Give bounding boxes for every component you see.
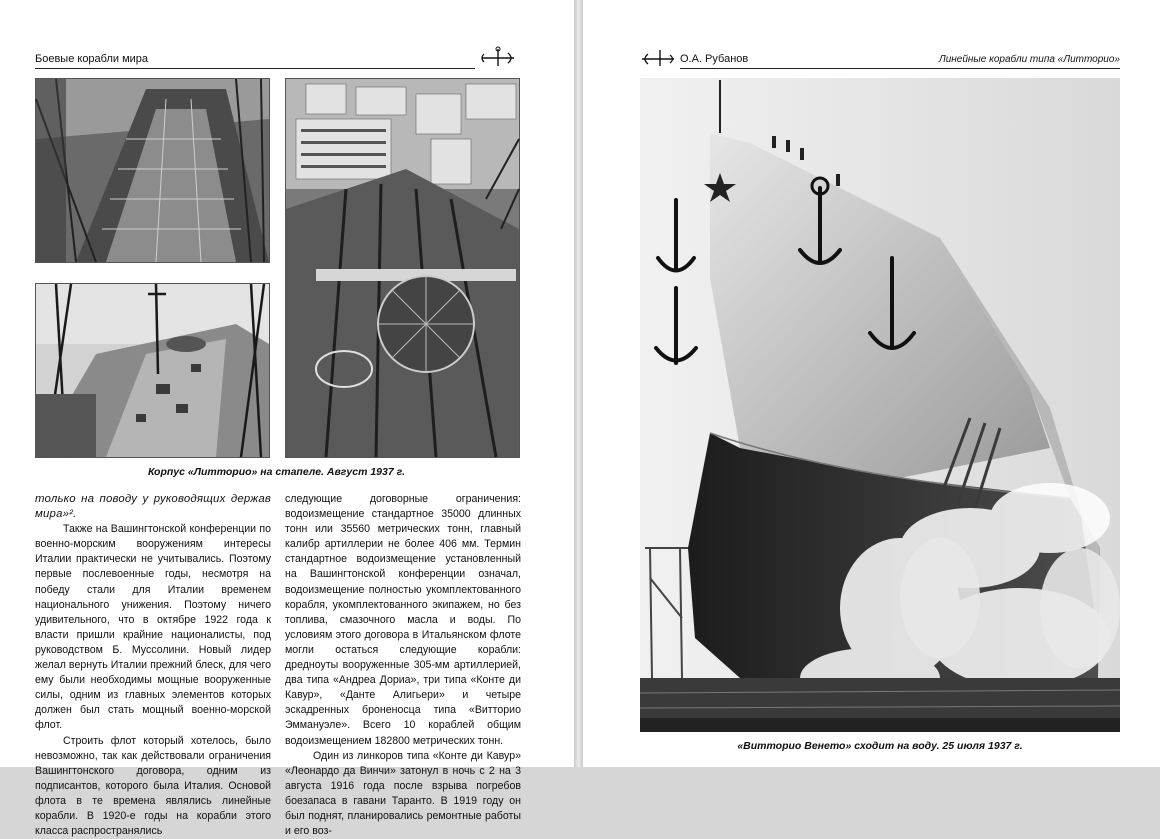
author-header: О.А. Рубанов <box>680 53 748 65</box>
anchor-logo-icon <box>478 46 518 68</box>
left-text-column-1 <box>35 492 271 839</box>
paragraph: следующие договорные ограничения: водоизмещение стандартное 35000 длинных тонн или 35560 метрических тонн, главный калибр артиллерии не более 406 мм. Термин стандартное водоизмещение установленный на Вашингтонской конференции означал, водоизмещение полностью укомплектованного корабля, укомплектованного экипажем, но без топлива, смазочного масла и воды. По условиям этого договора в Итальянском флоте могли остаться следующие корабли: дредноуты вооруженные 305-мм артиллерией, два типа «Андреа Дориа», три типа «Конте ди Кавур», «Данте Алигьери» и четыре эскадренных броненосца типа «Витторио Эммануэле». Всего 10 кораблей общим водоизмещением 182800 метрических тонн. <box>285 492 521 749</box>
book-gutter <box>574 0 583 767</box>
left-page <box>0 0 574 767</box>
paragraph: Один из линкоров типа «Конте ди Кавур» «Леонардо да Винчи» затонул в ночь с 2 на 3 августа 1916 года после взрыва погребов боезапаса в гавани Таранто. В 1919 году он был поднят, планировались ремонтные работы и его воз- <box>285 749 521 839</box>
left-text-column-2 <box>285 492 521 839</box>
right-header-rule <box>680 68 1120 69</box>
anchor-logo-icon <box>638 48 678 68</box>
photo-deck-cranes <box>35 283 270 458</box>
photo-hull-framing <box>35 78 270 263</box>
paragraph: Также на Вашингтонской конференции по военно-морским вооружениям интересы Италии практически не учитывались. Поэтому первые послевоенные годы, несмотря на победу стали для Италии временем национального унижения. Поэтому ничего удивительного, что в октябре 1922 года к власти пришли крайние националисты, под руководством Б. Муссолини. Новый лидер желал вернуть Италии прежний блеск, для чего ему были необходимы мощные вооруженные силы, одним из главных элементов которых должен был стать мощный военно-морской флот. <box>35 522 271 733</box>
right-running-header: Линейные корабли типа «Литторио» <box>939 54 1120 65</box>
left-running-header: Боевые корабли мира <box>35 53 148 65</box>
paragraph: только на поводу у руководящих держав мира»². <box>35 492 271 522</box>
photo-aerial-slipway <box>285 78 520 458</box>
left-photo-caption: Корпус «Литторио» на стапеле. Август 1937 г. <box>35 466 518 478</box>
paragraph: Строить флот который хотелось, было невозможно, так как действовали ограничения Вашингтонского договора, одним из подписантов, которого была Италия. Основой флота в те времена являлись линейные корабли. В 1920-е годы на корабли этого класса распространялись <box>35 734 271 839</box>
right-page <box>583 0 1160 767</box>
left-header-rule <box>35 68 475 69</box>
right-photo-caption: «Витторио Венето» сходит на воду. 25 июля 1937 г. <box>640 740 1120 752</box>
photo-ship-launch <box>640 78 1120 732</box>
